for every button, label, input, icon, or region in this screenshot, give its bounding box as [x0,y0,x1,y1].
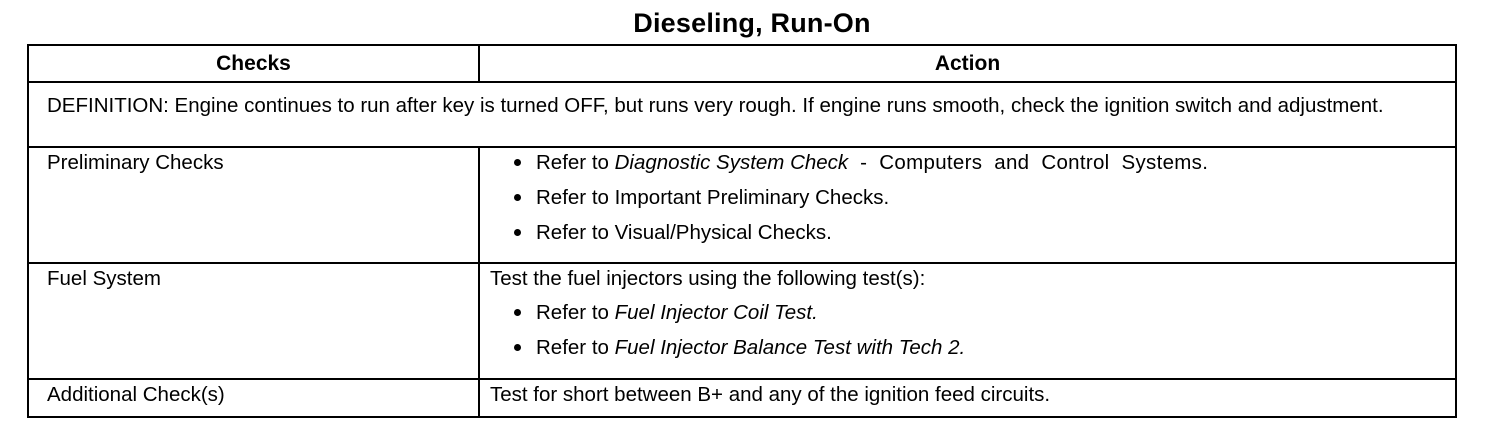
bullet-text: Refer to [536,336,615,359]
table-row [28,147,1456,263]
bullet-italic-text: Fuel Injector Balance Test with Tech 2. [614,336,966,359]
action-cell [479,379,1456,417]
action-bullet-list [490,151,1445,245]
bullet-icon [514,309,521,316]
table-row [28,379,1456,417]
bullet-text: Refer to Visual/Physical Checks. [536,221,832,244]
action-text: Test for short between B+ and any of the ignition feed circuits. [490,383,1051,406]
diagnostic-table [27,44,1457,418]
definition-row [28,82,1456,147]
action-cell [479,263,1456,379]
page-title: Dieseling, Run-On [633,8,871,38]
table-row [28,263,1456,379]
bullet-text: Refer to Important Preliminary Checks. [536,186,890,209]
bullet-suffix-text: - Computers and Control Systems. [848,151,1209,174]
bullet-italic-text: Fuel Injector Coil Test. [614,301,818,324]
check-label: Preliminary Checks [28,147,479,263]
action-bullet [512,186,1445,210]
check-label: Fuel System [28,263,479,379]
bullet-icon [514,344,521,351]
definition-text: DEFINITION: Engine continues to run after key is turned OFF, but runs very rough. If engine runs smooth, check the ignition switch and adjustment. [28,82,1456,147]
bullet-text: Refer to [536,301,615,324]
check-label: Additional Check(s) [28,379,479,417]
action-bullet [512,221,1445,245]
bullet-italic-text: Diagnostic System Check [614,151,849,174]
action-bullet [512,301,1445,325]
action-bullet-list [490,301,1445,360]
bullet-text: Refer to [536,151,615,174]
column-header-action: Action [479,45,1456,82]
bullet-icon [514,229,521,236]
column-header-checks: Checks [28,45,479,82]
bullet-icon [514,159,521,166]
action-bullet [512,151,1445,175]
action-intro: Test the fuel injectors using the following test(s): [490,267,926,290]
bullet-icon [514,194,521,201]
action-cell [479,147,1456,263]
action-bullet [512,336,1445,360]
table-header-row [28,45,1456,82]
